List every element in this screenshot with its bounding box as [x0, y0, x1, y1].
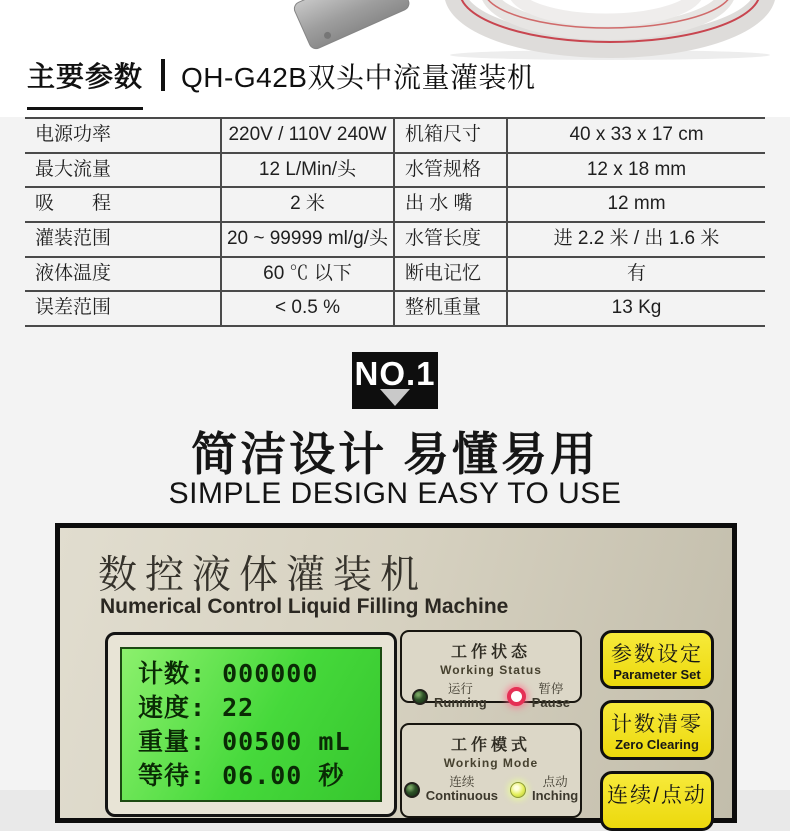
- inching-indicator: [510, 775, 578, 804]
- parameter-set-label-cn: 参数设定: [611, 643, 703, 666]
- spec-key: 最大流量: [25, 154, 222, 189]
- spec-value: 40 x 33 x 17 cm: [508, 119, 765, 154]
- lcd-line-weight: 重量: 00500 mL: [138, 727, 351, 756]
- slogan-chinese: 简洁设计 易懂易用: [191, 428, 599, 480]
- inching-label-cn: 点动: [542, 775, 568, 789]
- continuous-label-en: Continuous: [425, 788, 498, 804]
- spec-value: 12 x 18 mm: [508, 154, 765, 189]
- pause-label-cn: 暂停: [538, 682, 564, 696]
- inching-label-en: Inching: [532, 788, 579, 804]
- spec-value: < 0.5 %: [222, 292, 395, 327]
- zero-clearing-label-cn: 计数清零: [611, 713, 703, 736]
- zero-clearing-button: [600, 700, 714, 760]
- metal-fitting-icon: [292, 0, 411, 51]
- pause-label-en: Pause: [531, 695, 571, 711]
- running-indicator: [412, 682, 487, 711]
- parameter-set-button: [600, 630, 714, 689]
- spec-key: 电源功率: [25, 119, 222, 154]
- zero-clearing-label-en: Zero Clearing: [615, 737, 699, 752]
- down-triangle-icon: [380, 389, 410, 406]
- spec-key: 灌装范围: [25, 223, 222, 258]
- spec-key: 机箱尺寸: [395, 119, 508, 154]
- pause-indicator: [507, 682, 570, 711]
- working-status-title-en: Working Status: [440, 663, 542, 677]
- inching-led-icon: [510, 782, 526, 798]
- spec-value: 进 2.2 米 / 出 1.6 米: [508, 223, 765, 258]
- working-mode-title-en: Working Mode: [443, 756, 539, 770]
- lcd-line-speed: 速度: 22: [138, 693, 255, 722]
- working-status-box: [400, 630, 582, 711]
- hose-and-fitting-photo: [280, 0, 750, 60]
- continuous-inching-label-cn: 连续/点动: [607, 784, 707, 807]
- spec-value: 20 ~ 99999 ml/g/头: [222, 223, 395, 258]
- spec-key: 断电记忆: [395, 258, 508, 293]
- panel-title-english: Numerical Control Liquid Filling Machine: [100, 595, 509, 618]
- slogan-english: SIMPLE DESIGN EASY TO USE: [168, 477, 622, 510]
- running-label-en: Running: [433, 695, 487, 711]
- spec-table: [25, 117, 765, 327]
- spec-value: 有: [508, 258, 765, 293]
- running-led-icon: [412, 689, 428, 705]
- spec-value: 13 Kg: [508, 292, 765, 327]
- spec-value: 60 ℃ 以下: [222, 258, 395, 293]
- no1-badge-label: NO.1: [354, 355, 436, 392]
- section-header: [27, 55, 535, 110]
- working-mode-title-cn: 工作模式: [450, 737, 531, 754]
- spec-value: 12 L/Min/头: [222, 154, 395, 189]
- spec-value: 2 米: [222, 188, 395, 223]
- continuous-inching-button: [600, 771, 714, 831]
- continuous-indicator: [404, 775, 498, 804]
- running-label-cn: 运行: [447, 682, 473, 696]
- product-model-title: QH-G42B双头中流量灌装机: [181, 62, 536, 93]
- section-title: 主要参数: [27, 55, 143, 110]
- working-mode-box: [400, 723, 582, 818]
- title-divider: [161, 59, 165, 91]
- lcd-line-wait: 等待: 06.00 秒: [138, 761, 345, 790]
- continuous-led-icon: [404, 782, 420, 798]
- spec-key: 出 水 嘴: [395, 188, 508, 223]
- lcd-display-bezel: [105, 632, 397, 817]
- lcd-screen: [120, 647, 382, 802]
- control-panel-photo: [55, 523, 737, 823]
- spec-key: 整机重量: [395, 292, 508, 327]
- no1-badge: [352, 352, 438, 409]
- spec-value: 12 mm: [508, 188, 765, 223]
- coiled-hose-icon: [455, 0, 765, 47]
- continuous-label-cn: 连续: [449, 775, 475, 789]
- top-photo-section: [0, 0, 790, 117]
- spec-key: 液体温度: [25, 258, 222, 293]
- parameter-set-label-en: Parameter Set: [613, 667, 701, 682]
- lcd-line-count: 计数: 000000: [138, 659, 319, 688]
- spec-value: 220V / 110V 240W: [222, 119, 395, 154]
- spec-key: 误差范围: [25, 292, 222, 327]
- panel-title-chinese: 数控液体灌装机: [98, 554, 428, 597]
- spec-key: 吸 程: [25, 188, 222, 223]
- pause-led-icon: [507, 687, 526, 706]
- working-status-title-cn: 工作状态: [450, 644, 531, 661]
- spec-key: 水管长度: [395, 223, 508, 258]
- spec-key: 水管规格: [395, 154, 508, 189]
